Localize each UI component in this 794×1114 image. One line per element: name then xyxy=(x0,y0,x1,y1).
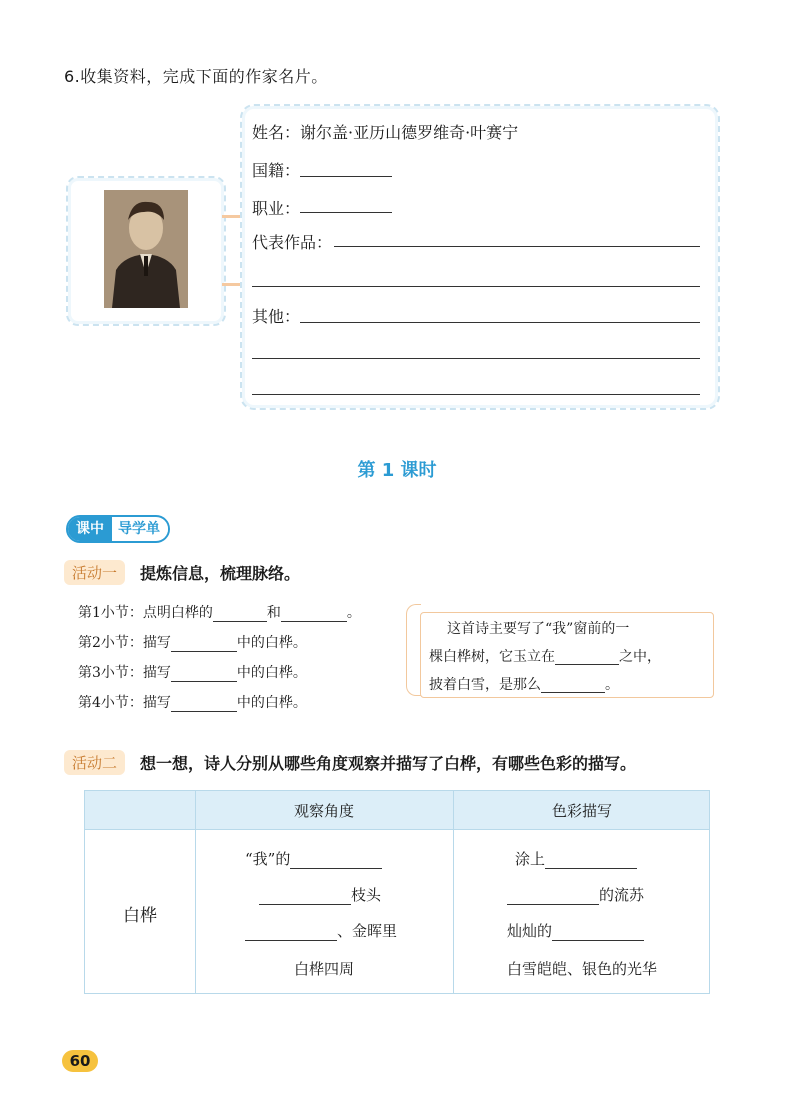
section1-row xyxy=(78,602,361,622)
header-angle: 观察角度 xyxy=(293,802,354,820)
class-guide-badge xyxy=(66,515,170,543)
occupation-blank[interactable] xyxy=(300,212,392,213)
angle-r1 xyxy=(245,848,382,869)
author-info-card xyxy=(240,104,720,410)
section1-blank-b[interactable] xyxy=(281,621,347,622)
color-r2 xyxy=(507,884,644,905)
color-r1 xyxy=(515,848,637,869)
header-color: 色彩描写 xyxy=(551,802,612,820)
section2-label: 第2小节：描写 xyxy=(78,635,171,651)
name-field: 姓名：谢尔盖·亚历山德罗维奇·叶赛宁 xyxy=(252,123,519,142)
other-blank-3[interactable] xyxy=(252,394,700,395)
section2-end: 中的白桦。 xyxy=(236,635,307,651)
color-r4: 白雪皑皑、银色的光华 xyxy=(506,960,657,978)
nationality-blank[interactable] xyxy=(300,176,392,177)
summary-bracket xyxy=(406,604,421,696)
summary-line2 xyxy=(429,643,705,671)
works-label: 代表作品： xyxy=(252,233,333,252)
row-label: 白桦 xyxy=(123,906,157,926)
other-blank-1[interactable] xyxy=(300,322,700,323)
color-r2-text: 的流苏 xyxy=(599,886,645,904)
summary-line3-text: 披着白雪，是那么 xyxy=(429,677,541,693)
activity2-title: 想一想，诗人分别从哪些角度观察并描写了白桦，有哪些色彩的描写。 xyxy=(140,754,637,773)
observation-table xyxy=(84,790,710,994)
nationality-label: 国籍： xyxy=(252,161,301,180)
question-6: 6.收集资料，完成下面的作家名片。 xyxy=(64,67,328,86)
color-r3 xyxy=(507,920,644,941)
section3-blank[interactable] xyxy=(171,681,237,682)
section3-row xyxy=(78,662,307,682)
color-r1-text: 涂上 xyxy=(515,850,546,868)
color-r1-blank[interactable] xyxy=(545,868,637,869)
badge-part1: 课中 xyxy=(68,517,112,541)
angle-r2-blank[interactable] xyxy=(259,904,351,905)
color-r3-text: 灿灿的 xyxy=(507,922,553,940)
badge-part2: 导学单 xyxy=(112,519,168,539)
angle-r3 xyxy=(245,920,397,941)
summary-line3-end: 。 xyxy=(605,677,619,693)
summary-line2-text: 棵白桦树，它玉立在 xyxy=(429,649,555,665)
section3-label: 第3小节：描写 xyxy=(78,665,171,681)
angle-r3-blank[interactable] xyxy=(245,940,337,941)
portrait-image xyxy=(104,190,188,308)
summary-blank-2[interactable] xyxy=(541,692,605,693)
summary-line3 xyxy=(429,671,705,699)
lesson-title: 第 1 课时 xyxy=(357,460,437,481)
section4-label: 第4小节：描写 xyxy=(78,695,171,711)
angle-r1-blank[interactable] xyxy=(290,868,382,869)
connector-line-bottom xyxy=(222,283,242,286)
activity2-tag: 活动二 xyxy=(64,750,125,775)
angle-r1-text: “我”的 xyxy=(245,850,291,868)
author-photo-card xyxy=(66,176,226,326)
section2-blank[interactable] xyxy=(171,651,237,652)
section1-blank-a[interactable] xyxy=(213,621,267,622)
section2-row xyxy=(78,632,307,652)
connector-line-top xyxy=(222,215,242,218)
section4-end: 中的白桦。 xyxy=(236,695,307,711)
section4-row xyxy=(78,692,307,712)
section1-mid: 和 xyxy=(266,605,281,621)
works-blank-2[interactable] xyxy=(252,286,700,287)
angle-r2 xyxy=(259,884,381,905)
author-portrait xyxy=(104,190,188,308)
page-number: 60 xyxy=(62,1050,98,1072)
summary-line2-end: 之中， xyxy=(619,649,661,665)
section4-blank[interactable] xyxy=(171,711,237,712)
other-label: 其他： xyxy=(252,307,301,326)
section1-label: 第1小节：点明白桦的 xyxy=(78,605,213,621)
activity1-title: 提炼信息，梳理脉络。 xyxy=(140,564,301,583)
other-blank-2[interactable] xyxy=(252,358,700,359)
section1-end: 。 xyxy=(346,605,361,621)
summary-line1: 这首诗主要写了“我”窗前的一 xyxy=(447,621,630,637)
summary-blank-1[interactable] xyxy=(555,664,619,665)
activity1-tag: 活动一 xyxy=(64,560,125,585)
summary-box xyxy=(420,612,714,698)
color-r3-blank[interactable] xyxy=(552,940,644,941)
section3-end: 中的白桦。 xyxy=(236,665,307,681)
angle-r3-text: 、金晖里 xyxy=(337,922,398,940)
angle-r4: 白桦四周 xyxy=(293,960,354,978)
angle-r2-text: 枝头 xyxy=(351,886,382,904)
works-blank-1[interactable] xyxy=(334,246,700,247)
occupation-label: 职业： xyxy=(252,199,301,218)
color-r2-blank[interactable] xyxy=(507,904,599,905)
table-header-divider xyxy=(85,829,709,830)
